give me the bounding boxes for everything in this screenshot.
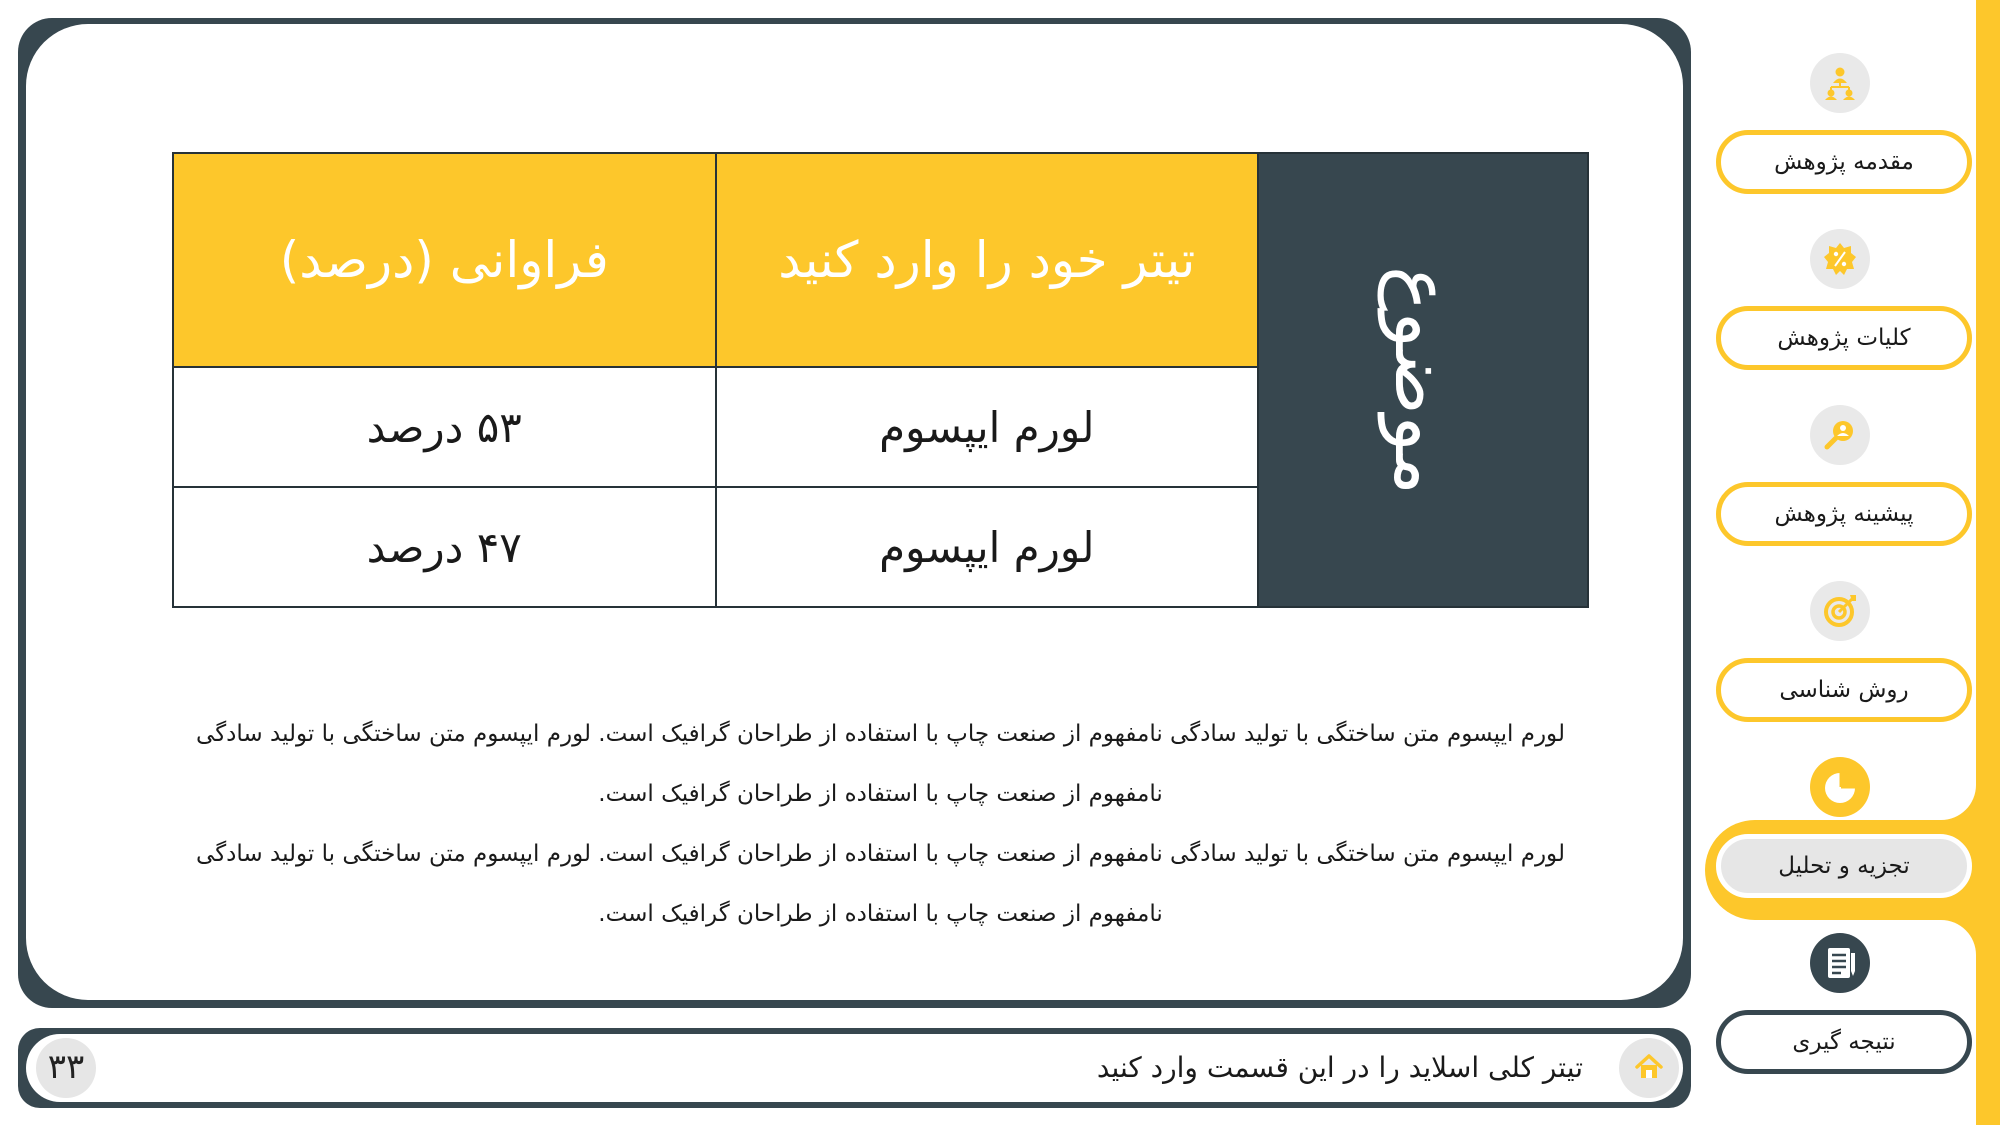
sidebar-item-overview[interactable]: کلیات پژوهش — [1716, 306, 1972, 370]
footer-panel — [26, 1034, 1683, 1102]
table-header-row — [173, 153, 1588, 367]
table-header-title: تیتر خود را وارد کنید — [716, 153, 1259, 367]
footer-bar — [18, 1028, 1691, 1108]
percent-badge-icon[interactable] — [1810, 229, 1870, 289]
body-text — [192, 704, 1569, 944]
home-icon — [1634, 1052, 1664, 1082]
paragraph: لورم ایپسوم متن ساختگی با تولید سادگی نامفهوم از صنعت چاپ با استفاده از طراحان گرافیک است. لورم ایپسوم متن ساختگی با تولید سادگی نامفهوم از صنعت چاپ با استفاده از طراحان گرافیک است. — [196, 841, 1565, 927]
sidebar-item-analysis[interactable]: تجزیه و تحلیل — [1716, 834, 1972, 898]
content-panel — [26, 24, 1683, 1000]
target-icon[interactable] — [1810, 581, 1870, 641]
paragraph: لورم ایپسوم متن ساختگی با تولید سادگی نامفهوم از صنعت چاپ با استفاده از طراحان گرافیک است. لورم ایپسوم متن ساختگی با تولید سادگی نامفهوم از صنعت چاپ با استفاده از طراحان گرافیک است. — [196, 721, 1565, 807]
sidebar-item-methodology[interactable]: روش شناسی — [1716, 658, 1972, 722]
report-document-icon[interactable] — [1810, 933, 1870, 993]
active-band-curve-bottom — [1941, 920, 1976, 955]
table-cell-frequency: ۴۷ درصد — [173, 487, 716, 607]
table-cell-frequency: ۵۳ درصد — [173, 367, 716, 487]
sidebar-item-conclusion[interactable]: نتیجه گیری — [1716, 1010, 1972, 1074]
content-frame — [18, 18, 1691, 1008]
team-hierarchy-icon[interactable] — [1810, 53, 1870, 113]
home-button[interactable] — [1619, 1038, 1679, 1098]
slide-title: تیتر کلی اسلاید را در این قسمت وارد کنید — [1096, 1051, 1583, 1084]
edge-strip — [1976, 0, 2000, 1125]
table-cell-title: لورم ایپسوم — [716, 487, 1259, 607]
subject-label: موضوع — [1378, 265, 1468, 495]
search-person-icon[interactable] — [1810, 405, 1870, 465]
table-header-frequency: فراوانی (درصد) — [173, 153, 716, 367]
sidebar-item-literature[interactable]: پیشینه پژوهش — [1716, 482, 1972, 546]
data-table — [172, 152, 1589, 608]
page-number: ۳۳ — [36, 1038, 96, 1098]
active-band-curve-top — [1941, 785, 1976, 820]
table-cell-title: لورم ایپسوم — [716, 367, 1259, 487]
pie-chart-icon[interactable] — [1810, 757, 1870, 817]
sidebar-item-introduction[interactable]: مقدمه پژوهش — [1716, 130, 1972, 194]
subject-cell — [1258, 153, 1588, 607]
